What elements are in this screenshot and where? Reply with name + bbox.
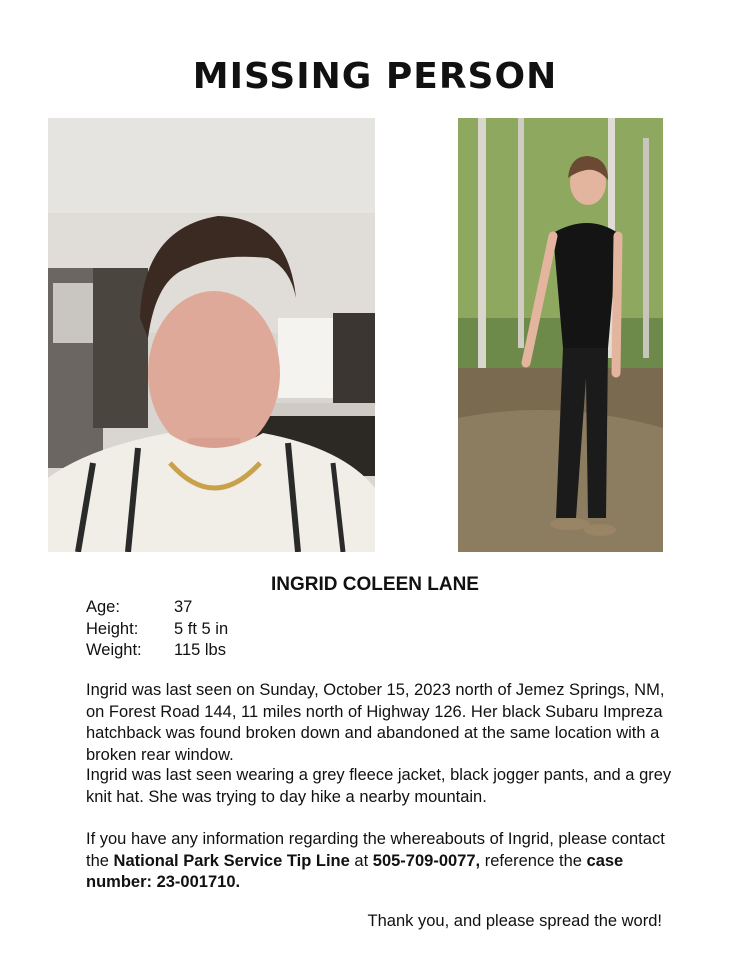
full-body-photo: [458, 118, 663, 552]
stat-value: 37: [174, 598, 193, 616]
stat-height: [86, 619, 228, 641]
stat-value: 5 ft 5 in: [174, 619, 229, 638]
contact-text: If you have any information regarding the whereabouts of Ingrid, please contact the: [86, 830, 665, 870]
stat-age: [86, 597, 228, 619]
contact-text: at: [349, 851, 373, 870]
stat-value: 115 lbs: [174, 641, 226, 659]
contact-text: reference the: [480, 851, 587, 870]
tip-line-name: National Park Service Tip Line: [113, 851, 350, 870]
case-number: case number: 23-001710.: [86, 851, 624, 891]
stat-label: Height:: [86, 619, 139, 638]
clothing-paragraph: Ingrid was last seen wearing a grey fleece jacket, black jogger pants, and a grey knit hat. She was trying to day hike a nearby mountain.: [86, 766, 672, 806]
poster-title: MISSING PERSON: [192, 56, 558, 97]
phone-number: 505-709-0077,: [372, 851, 481, 870]
contact-paragraph: [86, 829, 676, 894]
thanks-message: Thank you, and please spread the word!: [367, 912, 662, 930]
last-seen-paragraph: Ingrid was last seen on Sunday, October 15, 2023 north of Jemez Springs, NM, on Forest Road 144, 11 miles north of Highway 126. Her black Subaru Impreza hatchback was found broken down and abandoned at the same location with a broken rear window.: [86, 681, 665, 764]
person-name: INGRID COLEEN LANE: [271, 574, 479, 595]
stat-label: Age:: [86, 598, 120, 616]
stat-label: Weight:: [86, 641, 142, 659]
stat-weight: [86, 640, 228, 662]
physical-stats: [86, 597, 228, 662]
selfie-photo: [48, 118, 375, 552]
